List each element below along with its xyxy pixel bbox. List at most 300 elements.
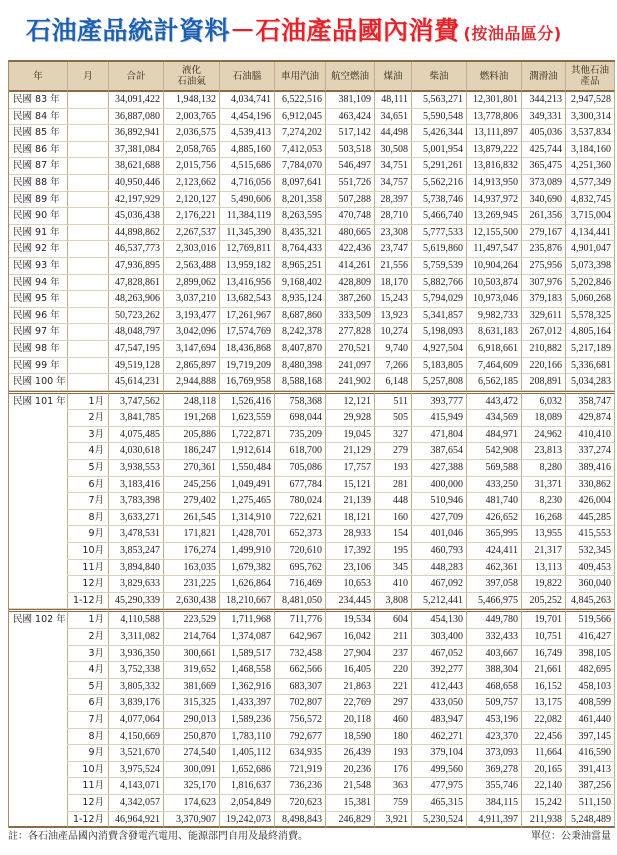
monthly-row: [9, 391, 615, 411]
value-cell-diesel: 510,946: [412, 493, 467, 510]
value-cell-diesel: 379,104: [412, 745, 467, 762]
value-cell-kerosene: 220: [375, 662, 412, 679]
value-cell-lubricants: 13,175: [522, 695, 566, 712]
value-cell-fuel-oil: 484,971: [467, 427, 522, 444]
monthly-row: [9, 679, 615, 696]
value-cell-lpg: 191,268: [164, 410, 220, 427]
value-cell-kerosene: 34,651: [375, 109, 412, 126]
value-cell-naphtha: 4,885,160: [220, 142, 275, 159]
value-cell-naphtha: 1,816,637: [220, 778, 275, 795]
value-cell-kerosene: 34,757: [375, 175, 412, 192]
value-cell-gasoline: 9,168,402: [275, 275, 326, 292]
value-cell-other: 2,947,528: [566, 92, 615, 109]
month-cell: 5月: [68, 679, 109, 696]
year-cell: [9, 629, 68, 646]
value-cell-jet-fuel: 28,933: [326, 526, 375, 543]
value-cell-other: 337,274: [566, 443, 615, 460]
value-cell-fuel-oil: 10,904,264: [467, 258, 522, 275]
value-cell-gasoline: 702,807: [275, 695, 326, 712]
value-cell-naphtha: 1,679,382: [220, 560, 275, 577]
title-dash: －: [230, 16, 256, 45]
value-cell-total: 3,894,840: [109, 560, 164, 577]
monthly-row: [9, 629, 615, 646]
value-cell-diesel: 499,560: [412, 762, 467, 779]
value-cell-naphtha: 1,722,871: [220, 427, 275, 444]
value-cell-fuel-oil: 449,780: [467, 609, 522, 629]
month-cell: [68, 142, 109, 159]
value-cell-fuel-oil: 384,115: [467, 795, 522, 812]
value-cell-fuel-oil: 443,472: [467, 391, 522, 411]
value-cell-fuel-oil: 426,652: [467, 510, 522, 527]
value-cell-jet-fuel: 428,809: [326, 275, 375, 292]
value-cell-gasoline: 792,677: [275, 729, 326, 746]
value-cell-total: 46,537,773: [109, 241, 164, 258]
monthly-row: [9, 576, 615, 593]
value-cell-fuel-oil: 369,278: [467, 762, 522, 779]
value-cell-total: 50,723,262: [109, 308, 164, 325]
value-cell-diesel: 433,050: [412, 695, 467, 712]
month-cell: 1月: [68, 609, 109, 629]
annual-row: [9, 208, 615, 225]
annual-total-row: [9, 593, 615, 610]
monthly-row: [9, 778, 615, 795]
value-cell-jet-fuel: 21,139: [326, 493, 375, 510]
column-header-diesel: 柴油: [412, 62, 467, 92]
value-cell-total: 3,936,350: [109, 646, 164, 663]
value-cell-naphtha: 1,550,484: [220, 460, 275, 477]
value-cell-other: 3,715,004: [566, 208, 615, 225]
value-cell-diesel: 5,562,216: [412, 175, 467, 192]
year-cell: [9, 795, 68, 812]
value-cell-fuel-oil: 10,503,874: [467, 275, 522, 292]
value-cell-naphtha: 1,626,864: [220, 576, 275, 593]
month-cell: 8月: [68, 729, 109, 746]
value-cell-total: 3,938,553: [109, 460, 164, 477]
value-cell-gasoline: 711,776: [275, 609, 326, 629]
year-cell: [9, 745, 68, 762]
page-title: [26, 14, 562, 48]
title-subtitle: (按油品區分): [463, 24, 562, 43]
value-cell-total: 3,633,271: [109, 510, 164, 527]
value-cell-diesel: 5,777,533: [412, 225, 467, 242]
value-cell-diesel: 448,283: [412, 560, 467, 577]
value-cell-jet-fuel: 21,863: [326, 679, 375, 696]
value-cell-fuel-oil: 462,361: [467, 560, 522, 577]
value-cell-jet-fuel: 241,097: [326, 358, 375, 375]
value-cell-lubricants: 10,751: [522, 629, 566, 646]
value-cell-lpg: 248,118: [164, 391, 220, 411]
value-cell-gasoline: 735,209: [275, 427, 326, 444]
value-cell-lpg: 250,870: [164, 729, 220, 746]
value-cell-total: 4,075,485: [109, 427, 164, 444]
value-cell-jet-fuel: 17,757: [326, 460, 375, 477]
value-cell-lpg: 171,821: [164, 526, 220, 543]
value-cell-kerosene: 221: [375, 679, 412, 696]
value-cell-lubricants: 19,822: [522, 576, 566, 593]
month-cell: 8月: [68, 510, 109, 527]
value-cell-jet-fuel: 29,928: [326, 410, 375, 427]
year-cell: [9, 493, 68, 510]
value-cell-kerosene: 21,556: [375, 258, 412, 275]
value-cell-jet-fuel: 422,436: [326, 241, 375, 258]
value-cell-other: 416,590: [566, 745, 615, 762]
value-cell-kerosene: 759: [375, 795, 412, 812]
value-cell-diesel: 400,000: [412, 477, 467, 494]
month-cell: [68, 92, 109, 109]
value-cell-naphtha: 17,574,769: [220, 324, 275, 341]
value-cell-kerosene: 448: [375, 493, 412, 510]
value-cell-lubricants: 349,331: [522, 109, 566, 126]
value-cell-lubricants: 20,165: [522, 762, 566, 779]
value-cell-gasoline: 6,912,045: [275, 109, 326, 126]
value-cell-other: 5,202,846: [566, 275, 615, 292]
monthly-row: [9, 510, 615, 527]
value-cell-lpg: 163,035: [164, 560, 220, 577]
value-cell-gasoline: 618,700: [275, 443, 326, 460]
value-cell-other: 5,034,283: [566, 374, 615, 391]
value-cell-total: 4,077,064: [109, 712, 164, 729]
value-cell-other: 5,248,489: [566, 812, 615, 829]
value-cell-jet-fuel: 20,236: [326, 762, 375, 779]
value-cell-lubricants: 205,252: [522, 593, 566, 610]
annual-row: [9, 341, 615, 358]
year-cell: [9, 729, 68, 746]
value-cell-gasoline: 695,762: [275, 560, 326, 577]
value-cell-kerosene: 410: [375, 576, 412, 593]
value-cell-total: 4,110,588: [109, 609, 164, 629]
value-cell-other: 4,845,263: [566, 593, 615, 610]
value-cell-jet-fuel: 414,261: [326, 258, 375, 275]
value-cell-fuel-oil: 569,588: [467, 460, 522, 477]
value-cell-other: 4,577,349: [566, 175, 615, 192]
value-cell-lpg: 3,037,210: [164, 291, 220, 308]
value-cell-lpg: 186,247: [164, 443, 220, 460]
value-cell-jet-fuel: 551,726: [326, 175, 375, 192]
month-cell: 3月: [68, 427, 109, 444]
value-cell-jet-fuel: 21,129: [326, 443, 375, 460]
value-cell-other: 387,256: [566, 778, 615, 795]
column-header-fuel-oil: 燃料油: [467, 62, 522, 92]
value-cell-lubricants: 405,036: [522, 125, 566, 142]
value-cell-jet-fuel: 234,445: [326, 593, 375, 610]
value-cell-other: 4,832,745: [566, 192, 615, 209]
value-cell-kerosene: 15,243: [375, 291, 412, 308]
month-cell: 12月: [68, 795, 109, 812]
value-cell-kerosene: 511: [375, 391, 412, 411]
month-cell: [68, 158, 109, 175]
month-cell: [68, 109, 109, 126]
value-cell-lpg: 231,225: [164, 576, 220, 593]
value-cell-naphtha: 1,314,910: [220, 510, 275, 527]
value-cell-naphtha: 1,783,110: [220, 729, 275, 746]
value-cell-kerosene: 237: [375, 646, 412, 663]
value-cell-jet-fuel: 270,521: [326, 341, 375, 358]
value-cell-jet-fuel: 23,106: [326, 560, 375, 577]
value-cell-gasoline: 720,610: [275, 543, 326, 560]
value-cell-gasoline: 7,412,053: [275, 142, 326, 159]
value-cell-fuel-oil: 542,908: [467, 443, 522, 460]
value-cell-total: 36,887,080: [109, 109, 164, 126]
value-cell-diesel: 5,882,766: [412, 275, 467, 292]
value-cell-lpg: 274,540: [164, 745, 220, 762]
value-cell-other: 4,805,164: [566, 324, 615, 341]
value-cell-other: 415,553: [566, 526, 615, 543]
value-cell-kerosene: 160: [375, 510, 412, 527]
value-cell-gasoline: 721,919: [275, 762, 326, 779]
annual-row: [9, 225, 615, 242]
year-cell: 民國 92 年: [9, 241, 68, 258]
year-cell: [9, 560, 68, 577]
month-cell: [68, 125, 109, 142]
year-cell: 民國 86 年: [9, 142, 68, 159]
value-cell-lpg: 214,764: [164, 629, 220, 646]
value-cell-lpg: 3,042,096: [164, 324, 220, 341]
year-cell: 民國 87 年: [9, 158, 68, 175]
value-cell-total: 4,342,057: [109, 795, 164, 812]
value-cell-fuel-oil: 12,155,500: [467, 225, 522, 242]
column-header-month: 月: [68, 62, 109, 92]
value-cell-fuel-oil: 13,111,897: [467, 125, 522, 142]
value-cell-lubricants: 13,955: [522, 526, 566, 543]
annual-row: [9, 158, 615, 175]
value-cell-total: 4,143,071: [109, 778, 164, 795]
value-cell-kerosene: 297: [375, 695, 412, 712]
year-cell: 民國 84 年: [9, 109, 68, 126]
value-cell-lubricants: 24,962: [522, 427, 566, 444]
value-cell-lubricants: 16,268: [522, 510, 566, 527]
value-cell-lubricants: 210,882: [522, 341, 566, 358]
value-cell-total: 4,030,618: [109, 443, 164, 460]
month-cell: [68, 358, 109, 375]
monthly-row: [9, 477, 615, 494]
value-cell-lpg: 290,013: [164, 712, 220, 729]
month-cell: 10月: [68, 762, 109, 779]
month-cell: 10月: [68, 543, 109, 560]
value-cell-other: 5,578,325: [566, 308, 615, 325]
monthly-row: [9, 762, 615, 779]
value-cell-diesel: 460,793: [412, 543, 467, 560]
year-cell: 民國 98 年: [9, 341, 68, 358]
value-cell-gasoline: 8,480,398: [275, 358, 326, 375]
value-cell-naphtha: 4,515,686: [220, 158, 275, 175]
value-cell-diesel: 5,619,860: [412, 241, 467, 258]
value-cell-fuel-oil: 433,250: [467, 477, 522, 494]
value-cell-total: 47,547,195: [109, 341, 164, 358]
value-cell-lpg: 2,899,062: [164, 275, 220, 292]
value-cell-other: 408,599: [566, 695, 615, 712]
value-cell-kerosene: 180: [375, 729, 412, 746]
year-cell: 民國 93 年: [9, 258, 68, 275]
value-cell-diesel: 483,947: [412, 712, 467, 729]
value-cell-diesel: 471,804: [412, 427, 467, 444]
value-cell-gasoline: 677,784: [275, 477, 326, 494]
value-cell-gasoline: 634,935: [275, 745, 326, 762]
value-cell-gasoline: 8,242,378: [275, 324, 326, 341]
value-cell-naphtha: 1,623,559: [220, 410, 275, 427]
value-cell-other: 391,413: [566, 762, 615, 779]
value-cell-lpg: 300,661: [164, 646, 220, 663]
value-cell-jet-fuel: 22,769: [326, 695, 375, 712]
month-cell: [68, 225, 109, 242]
value-cell-naphtha: 1,912,614: [220, 443, 275, 460]
month-cell: 4月: [68, 662, 109, 679]
value-cell-lubricants: 220,166: [522, 358, 566, 375]
value-cell-naphtha: 4,539,413: [220, 125, 275, 142]
monthly-row: [9, 695, 615, 712]
value-cell-jet-fuel: 517,142: [326, 125, 375, 142]
value-cell-kerosene: 44,498: [375, 125, 412, 142]
value-cell-other: 4,901,047: [566, 241, 615, 258]
value-cell-lubricants: 365,475: [522, 158, 566, 175]
value-cell-naphtha: 1,362,916: [220, 679, 275, 696]
monthly-row: [9, 526, 615, 543]
value-cell-other: 3,300,314: [566, 109, 615, 126]
table-header-row: [9, 62, 615, 92]
value-cell-other: 532,345: [566, 543, 615, 560]
annual-row: [9, 142, 615, 159]
value-cell-kerosene: 30,508: [375, 142, 412, 159]
value-cell-other: 426,004: [566, 493, 615, 510]
year-cell: [9, 593, 68, 610]
value-cell-lubricants: 18,089: [522, 410, 566, 427]
value-cell-fuel-oil: 397,058: [467, 576, 522, 593]
year-cell: [9, 510, 68, 527]
value-cell-diesel: 465,315: [412, 795, 467, 812]
value-cell-naphtha: 1,652,686: [220, 762, 275, 779]
value-cell-naphtha: 1,711,968: [220, 609, 275, 629]
value-cell-gasoline: 780,024: [275, 493, 326, 510]
value-cell-other: 416,427: [566, 629, 615, 646]
value-cell-kerosene: 176: [375, 762, 412, 779]
value-cell-gasoline: 7,784,070: [275, 158, 326, 175]
month-cell: 6月: [68, 695, 109, 712]
year-cell: [9, 427, 68, 444]
value-cell-other: 5,336,681: [566, 358, 615, 375]
value-cell-lpg: 205,886: [164, 427, 220, 444]
month-cell: 9月: [68, 745, 109, 762]
value-cell-jet-fuel: 18,121: [326, 510, 375, 527]
value-cell-lubricants: 211,938: [522, 812, 566, 829]
value-cell-total: 46,964,921: [109, 812, 164, 829]
value-cell-gasoline: 722,621: [275, 510, 326, 527]
year-cell: [9, 576, 68, 593]
value-cell-lpg: 300,091: [164, 762, 220, 779]
value-cell-lpg: 270,361: [164, 460, 220, 477]
value-cell-naphtha: 17,261,967: [220, 308, 275, 325]
value-cell-diesel: 392,277: [412, 662, 467, 679]
value-cell-total: 3,975,524: [109, 762, 164, 779]
value-cell-diesel: 5,738,746: [412, 192, 467, 209]
value-cell-fuel-oil: 509,757: [467, 695, 522, 712]
year-cell: [9, 778, 68, 795]
annual-row: [9, 175, 615, 192]
value-cell-total: 38,621,688: [109, 158, 164, 175]
value-cell-kerosene: 48,111: [375, 92, 412, 109]
value-cell-diesel: 427,388: [412, 460, 467, 477]
value-cell-other: 3,537,834: [566, 125, 615, 142]
monthly-row: [9, 712, 615, 729]
value-cell-jet-fuel: 507,288: [326, 192, 375, 209]
month-cell: [68, 374, 109, 391]
value-cell-total: 3,478,531: [109, 526, 164, 543]
year-cell: 民國 96 年: [9, 308, 68, 325]
value-cell-gasoline: 652,373: [275, 526, 326, 543]
value-cell-lubricants: 329,611: [522, 308, 566, 325]
value-cell-jet-fuel: 16,042: [326, 629, 375, 646]
year-cell: 民國 91 年: [9, 225, 68, 242]
value-cell-lpg: 2,865,897: [164, 358, 220, 375]
value-cell-kerosene: 363: [375, 778, 412, 795]
value-cell-diesel: 5,257,808: [412, 374, 467, 391]
value-cell-gasoline: 736,236: [275, 778, 326, 795]
value-cell-lpg: 3,147,694: [164, 341, 220, 358]
monthly-row: [9, 410, 615, 427]
value-cell-lubricants: 208,891: [522, 374, 566, 391]
value-cell-lubricants: 23,813: [522, 443, 566, 460]
value-cell-naphtha: 13,682,543: [220, 291, 275, 308]
value-cell-lpg: 176,274: [164, 543, 220, 560]
value-cell-lpg: 2,123,662: [164, 175, 220, 192]
value-cell-fuel-oil: 8,631,183: [467, 324, 522, 341]
value-cell-other: 389,416: [566, 460, 615, 477]
value-cell-gasoline: 732,458: [275, 646, 326, 663]
value-cell-diesel: 427,709: [412, 510, 467, 527]
value-cell-lubricants: 22,456: [522, 729, 566, 746]
value-cell-naphtha: 18,436,868: [220, 341, 275, 358]
value-cell-jet-fuel: 546,497: [326, 158, 375, 175]
monthly-row: [9, 443, 615, 460]
value-cell-gasoline: 6,522,516: [275, 92, 326, 109]
value-cell-lpg: 245,256: [164, 477, 220, 494]
value-cell-naphtha: 2,054,849: [220, 795, 275, 812]
year-cell: 民國 88 年: [9, 175, 68, 192]
value-cell-total: 48,263,906: [109, 291, 164, 308]
value-cell-diesel: 467,052: [412, 646, 467, 663]
value-cell-jet-fuel: 21,548: [326, 778, 375, 795]
value-cell-total: 3,752,338: [109, 662, 164, 679]
value-cell-other: 358,747: [566, 391, 615, 411]
value-cell-lubricants: 31,371: [522, 477, 566, 494]
value-cell-fuel-oil: 13,879,222: [467, 142, 522, 159]
value-cell-fuel-oil: 365,995: [467, 526, 522, 543]
value-cell-total: 45,036,438: [109, 208, 164, 225]
value-cell-lubricants: 340,690: [522, 192, 566, 209]
value-cell-fuel-oil: 7,464,609: [467, 358, 522, 375]
month-cell: [68, 308, 109, 325]
month-cell: 7月: [68, 712, 109, 729]
value-cell-naphtha: 16,769,958: [220, 374, 275, 391]
value-cell-naphtha: 19,719,209: [220, 358, 275, 375]
value-cell-gasoline: 642,967: [275, 629, 326, 646]
annual-row: [9, 358, 615, 375]
month-cell: 4月: [68, 443, 109, 460]
month-cell: 11月: [68, 560, 109, 577]
value-cell-naphtha: 13,959,182: [220, 258, 275, 275]
value-cell-total: 4,150,669: [109, 729, 164, 746]
year-cell: 民國 94 年: [9, 275, 68, 292]
value-cell-total: 3,311,082: [109, 629, 164, 646]
value-cell-jet-fuel: 246,829: [326, 812, 375, 829]
year-cell: [9, 477, 68, 494]
value-cell-gasoline: 7,274,202: [275, 125, 326, 142]
value-cell-total: 3,521,670: [109, 745, 164, 762]
value-cell-total: 42,197,929: [109, 192, 164, 209]
monthly-row: [9, 543, 615, 560]
value-cell-fuel-oil: 481,740: [467, 493, 522, 510]
value-cell-jet-fuel: 463,424: [326, 109, 375, 126]
value-cell-total: 3,839,176: [109, 695, 164, 712]
value-cell-lpg: 2,176,221: [164, 208, 220, 225]
